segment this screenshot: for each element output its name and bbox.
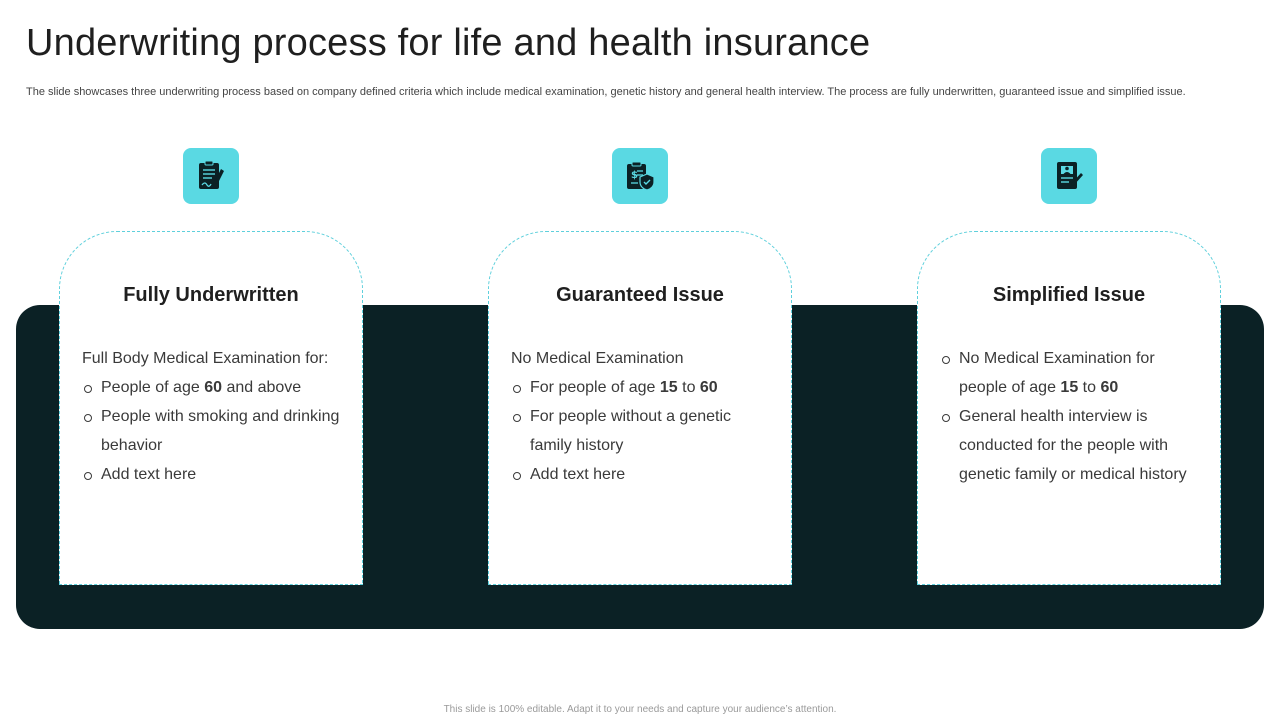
footer-note: This slide is 100% editable. Adapt it to your needs and capture your audience’s attention. (443, 704, 837, 715)
list-item: People with smoking and drinking behavior (82, 402, 344, 460)
list-item: People of age 60 and above (82, 373, 344, 402)
card-title: Guaranteed Issue (556, 284, 724, 306)
slide-title: Underwriting process for life and health insurance (26, 22, 871, 64)
list-item: Add text here (82, 460, 344, 489)
card-title: Fully Underwritten (123, 284, 299, 306)
clipboard-signature-icon (194, 159, 228, 193)
svg-text:$: $ (631, 170, 638, 181)
clipboard-shield-icon (623, 159, 657, 193)
list-item: General health interview is conducted for the people with genetic family or medical history (940, 402, 1202, 489)
card-simplified-issue (917, 231, 1221, 585)
icon-tile-fully-underwritten (183, 148, 239, 204)
card-lead: No Medical Examination (511, 350, 684, 367)
card-guaranteed-issue (488, 231, 792, 585)
icon-tile-guaranteed-issue (612, 148, 668, 204)
card-lead: Full Body Medical Examination for: (82, 350, 329, 367)
card-fully-underwritten (59, 231, 363, 585)
document-profile-icon (1052, 159, 1086, 193)
card-title: Simplified Issue (992, 284, 1146, 306)
slide-subtitle: The slide showcases three underwriting process based on company defined criteria which include medical examination, genetic history and general health interview. The process are fully underwritten, guaranteed issue and simplified issue. (26, 86, 1186, 98)
list-item: No Medical Examination for people of age 15 to 60 (940, 344, 1202, 402)
list-item: For people of age 15 to 60 (511, 373, 773, 402)
icon-tile-simplified-issue (1041, 148, 1097, 204)
list-item: For people without a genetic family history (511, 402, 773, 460)
list-item: Add text here (511, 460, 773, 489)
